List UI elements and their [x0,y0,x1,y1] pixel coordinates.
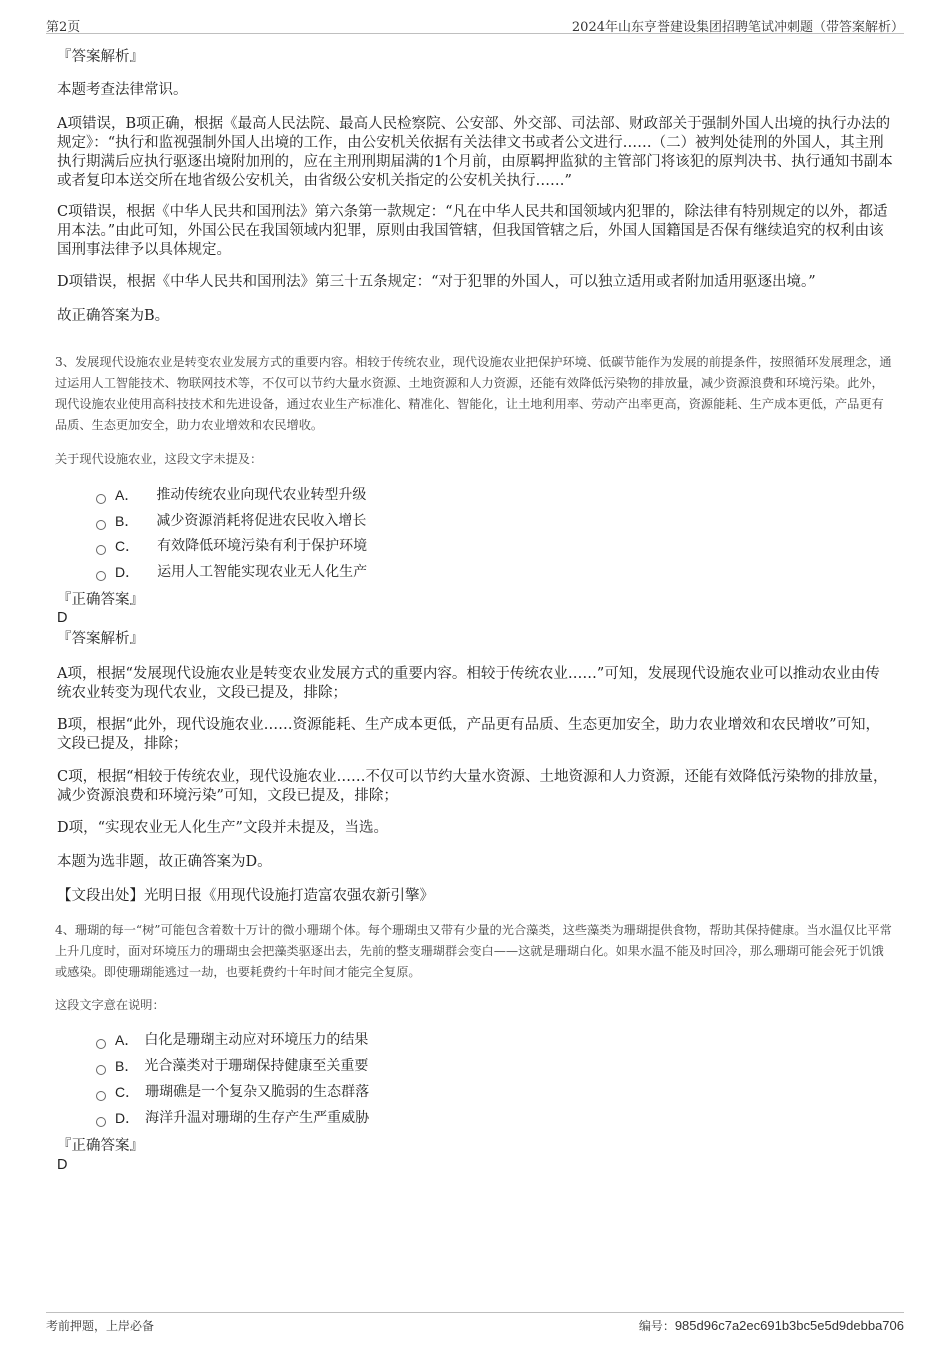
question-3-analysis-b: B项，根据“此外，现代设施农业……资源能耗、生产成本更低，产品更有品质、生态更加安全，助力农业增效和农民增收”可知，文段已提及，排除； [57,717,880,752]
question-3-option-c[interactable]: C． 有效降低环境污染有利于保护环境 [96,537,367,556]
radio-icon[interactable] [96,1091,106,1101]
question-3-analysis-c: C项，根据“相较于传统农业，现代设施农业……不仅可以节约大量水资源、土地资源和人力资源，还能有效降低污染物的排放量，减少资源浪费和环境污染”可知，文段已提及，排除； [57,769,888,804]
question-3-analysis-heading: 『答案解析』 [57,631,144,647]
analysis-conclusion: 故正确答案为B。 [57,308,170,324]
radio-icon[interactable] [96,1117,106,1127]
question-3-analysis-d: D项，“实现农业无人化生产”文段并未提及，当选。 [57,820,388,836]
page-header [46,14,904,34]
analysis-paragraph-c: C项错误，根据《中华人民共和国刑法》第六条第一款规定：“凡在中华人民共和国领域内犯罪的，除法律有特别规定的以外，都适用本法。”由此可知，外国公民在我国领域内犯罪，原则由我国管辖，但我国管辖之后，外国人国籍国是否保有继续追究的权利由该国刑事法律予以具体规定。 [57,204,888,258]
question-4-answer: D [57,1157,68,1173]
question-3-stem: 3、发展现代设施农业是转变农业发展方式的重要内容。相较于传统农业，现代设施农业把保护环境、低碳节能作为发展的前提条件，按照循环发展理念，通过运用人工智能技术、物联网技术等，不仅可以节约大量水资源、土地资源和人力资源，还能有效降低污染物的排放量，减少资源浪费和环境污染。此外，现代设施农业使用高科技技术和先进设备，通过农业生产标准化、精准化、智能化，让土地利用率、劳动产出率更高，资源能耗、生产成本更低，产品更有品质、生态更加安全，助力农业增效和农民增收。 [55,355,892,432]
question-4-stem: 4、珊瑚的每一“树”可能包含着数十万计的微小珊瑚个体。每个珊瑚虫又带有少量的光合藻类，这些藻类为珊瑚提供食物，帮助其保持健康。当水温仅比平常上升几度时，面对环境压力的珊瑚虫会把藻类驱逐出去，先前的整支珊瑚群会变白——这就是珊瑚白化。如果水温不能及时回冷，那么珊瑚可能会死于饥饿或感染。即使珊瑚能逃过一劫，也要耗费约十年时间才能完全复原。 [55,923,892,979]
analysis-paragraph-d: D项错误，根据《中华人民共和国刑法》第三十五条规定：“对于犯罪的外国人，可以独立适用或者附加适用驱逐出境。” [57,274,816,290]
question-4-option-b[interactable]: B． 光合藻类对于珊瑚保持健康至关重要 [96,1057,368,1076]
question-4-option-a[interactable]: A． 白化是珊瑚主动应对环境压力的结果 [96,1031,368,1050]
document-code: 编号：985d96c7a2ec691b3bc5e5d9debba706 [638,1318,904,1333]
footer-slogan: 考前押题，上岸必备 [46,1319,155,1333]
radio-icon[interactable] [96,545,106,555]
question-3-option-a[interactable]: A． 推动传统农业向现代农业转型升级 [96,486,366,505]
question-3-option-d[interactable]: D． 运用人工智能实现农业无人化生产 [96,563,367,582]
radio-icon[interactable] [96,1039,106,1049]
radio-icon[interactable] [96,1065,106,1075]
question-3-option-b[interactable]: B． 减少资源消耗将促进农民收入增长 [96,512,366,531]
question-4-option-d[interactable]: D． 海洋升温对珊瑚的生存产生严重威胁 [96,1109,369,1128]
question-4-option-c[interactable]: C． 珊瑚礁是一个复杂又脆弱的生态群落 [96,1083,369,1102]
question-3-answer-heading: 『正确答案』 [57,592,144,608]
analysis-intro: 本题考查法律常识。 [57,82,188,98]
question-3-conclusion: 本题为选非题，故正确答案为D。 [57,854,272,870]
analysis-paragraph-a: A项错误，B项正确，根据《最高人民法院、最高人民检察院、公安部、外交部、司法部、财政部关于强制外国人出境的执行办法的规定》：“执行和监视强制外国人出境的工作，由公安机关依据有关法律文书或者公文进行……（二）被判处徒刑的外国人，其主刑执行期满后应执行驱逐出境附加刑的，应在主刑刑期届满的1个月前，由原羁押监狱的主管部门将该犯的原判决书、执行通知书副本或者复印本送交所在地省级公安机关，由省级公安机关指定的公安机关执行……” [57,116,893,189]
analysis-heading: 『答案解析』 [57,49,144,65]
radio-icon[interactable] [96,520,106,530]
document-title: 2024年山东亨誉建设集团招聘笔试冲刺题（带答案解析） [571,20,904,35]
question-3-answer: D [57,610,68,626]
question-3-analysis-a: A项，根据“发展现代设施农业是转变农业发展方式的重要内容。相较于传统农业……”可知，发展现代设施农业可以推动农业由传统农业转变为现代农业，文段已提及，排除； [57,666,880,701]
radio-icon[interactable] [96,494,106,504]
question-3-prompt: 关于现代设施农业，这段文字未提及： [55,452,263,466]
radio-icon[interactable] [96,571,106,581]
question-3-source: 【文段出处】光明日报《用现代设施打造富农强农新引擎》 [57,888,434,904]
page-number: 第2页 [46,20,81,35]
page-footer [46,1312,904,1337]
question-4-answer-heading: 『正确答案』 [57,1138,144,1154]
question-4-prompt: 这段文字意在说明： [55,998,165,1012]
